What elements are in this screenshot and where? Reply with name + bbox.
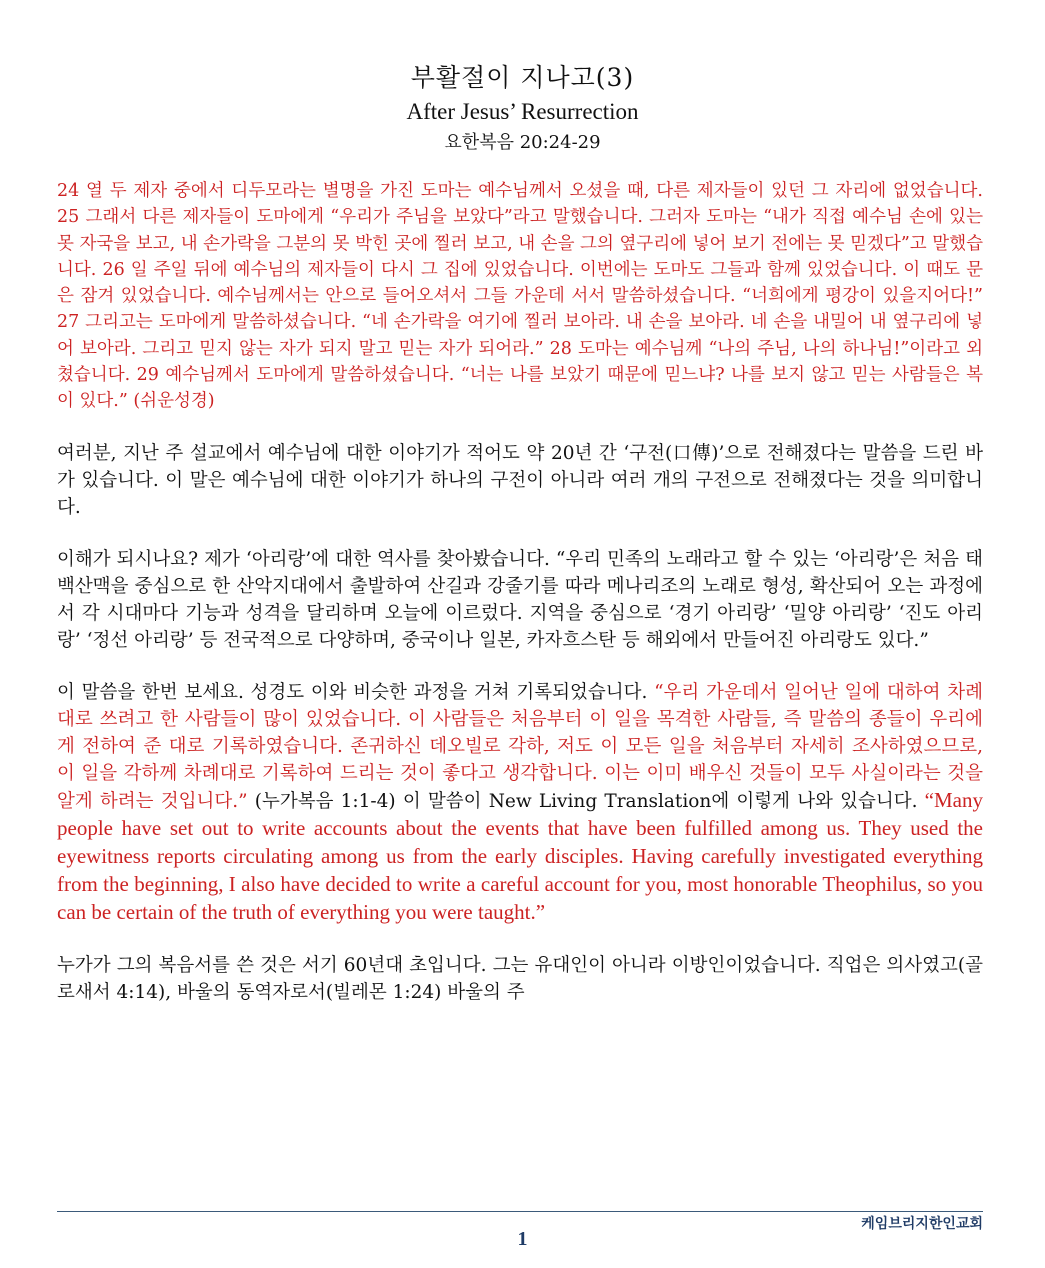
sermon-body <box>57 178 983 1188</box>
sermon-title: 부활절이 지나고(3) <box>410 63 635 92</box>
paragraph-3 <box>57 679 983 927</box>
paragraph-1: 여러분, 지난 주 설교에서 예수님에 대한 이야기가 적어도 약 20년 간 ‘구전(口傳)’으로 전해졌다는 말씀을 드린 바가 있습니다. 이 말은 예수님에 대한 이야기가 하나의 구전이 아니라 여러 개의 구전으로 전해졌다는 것을 의미합니다. <box>57 442 983 518</box>
paragraph-2: 이해가 되시나요? 제가 ‘아리랑’에 대한 역사를 찾아봤습니다. “우리 민족의 노래라고 할 수 있는 ‘아리랑’은 처음 태백산맥을 중심으로 한 산악지대에서 출발하여 산길과 강줄기를 따라 메나리조의 노래로 형성, 확산되어 오는 과정에서 각 시대마다 기능과 성격을 달리하며 오늘에 이르렀다. 지역을 중심으로 ‘경기 아리랑’ ‘밀양 아리랑’ ‘진도 아리랑’ ‘정선 아리랑’ 등 전국적으로 다양하며, 중국이나 일본, 카자흐스탄 등 해외에서 만들어진 아리랑도 있다.” <box>57 548 983 651</box>
paragraph-3-intro: 이 말씀을 한번 보세요. 성경도 이와 비슷한 과정을 거쳐 기록되었습니다. <box>57 681 655 703</box>
paragraph-3-middle: (누가복음 1:1-4) 이 말씀이 New Living Translation에 이렇게 나와 있습니다. <box>247 790 925 812</box>
luke-quote-korean: “우리 가운데서 일어난 일에 대하여 차례대로 쓰려고 한 사람들이 많이 있었습니다. 이 사람들은 처음부터 이 일을 목격한 사람들, 즉 말씀의 종들이 우리에게 전하여 준 대로 기록하였습니다. 존귀하신 데오빌로 각하, 저도 이 모든 일을 처음부터 자세히 조사하였으므로, 이 일을 각하께 차례대로 기록하여 드리는 것이 좋다고 생각합니다. 이는 이미 배우신 것들이 모두 사실이라는 것을 알게 하려는 것입니다.” <box>57 681 983 812</box>
church-name: 케임브리지한인교회 <box>861 1216 983 1232</box>
paragraph-4: 누가가 그의 복음서를 쓴 것은 서기 60년대 초입니다. 그는 유대인이 아니라 이방인이었습니다. 직업은 의사였고(골로새서 4:14), 바울의 동역자로서(빌레몬 1:24) 바울의 주 <box>57 954 983 1003</box>
luke-quote-english: “Many people have set out to write accounts about the events that have been fulfilled among us. They used the eyewitness reports circulating among us from the early disciples. Having carefully investigated everything from the beginning, I also have decided to write a careful account for you, most honorable Theophilus, so you can be certain of the truth of everything you were taught.” <box>57 787 983 924</box>
scripture-passage: 24 열 두 제자 중에서 디두모라는 별명을 가진 도마는 예수님께서 오셨을 때, 다른 제자들이 있던 그 자리에 없었습니다. 25 그래서 다른 제자들이 도마에게 “우리가 주님을 보았다”라고 말했습니다. 그러자 도마는 “내가 직접 예수님 손에 있는 못 자국을 보고, 내 손가락을 그분의 못 박힌 곳에 찔러 보고, 내 손을 그의 옆구리에 넣어 보기 전에는 못 믿겠다”고 말했습니다. 26 일 주일 뒤에 예수님의 제자들이 다시 그 집에 있었습니다. 이번에는 도마도 그들과 함께 있었습니다. 이 때도 문은 잠겨 있었습니다. 예수님께서는 안으로 들어오셔서 그들 가운데 서서 말씀하셨습니다. “너희에게 평강이 있을지어다!” 27 그리고는 도마에게 말씀하셨습니다. “네 손가락을 여기에 찔러 보아라. 내 손을 보아라. 네 손을 내밀어 내 옆구리에 넣어 보아라. 그리고 믿지 않는 자가 되지 말고 믿는 자가 되어라.” 28 도마는 예수님께 “나의 주님, 나의 하나님!”이라고 외쳤습니다. 29 예수님께서 도마에게 말씀하셨습니다. “너는 나를 보았기 때문에 믿느냐? 나를 보지 않고 믿는 사람들은 복이 있다.” (쉬운성경) <box>57 181 983 412</box>
footer-divider <box>57 1211 983 1212</box>
page-number: 1 <box>517 1228 528 1250</box>
scripture-reference: 요한복음 20:24-29 <box>444 132 601 153</box>
sermon-subtitle: After Jesus’ Resurrection <box>406 99 639 124</box>
sermon-header <box>0 60 1045 158</box>
